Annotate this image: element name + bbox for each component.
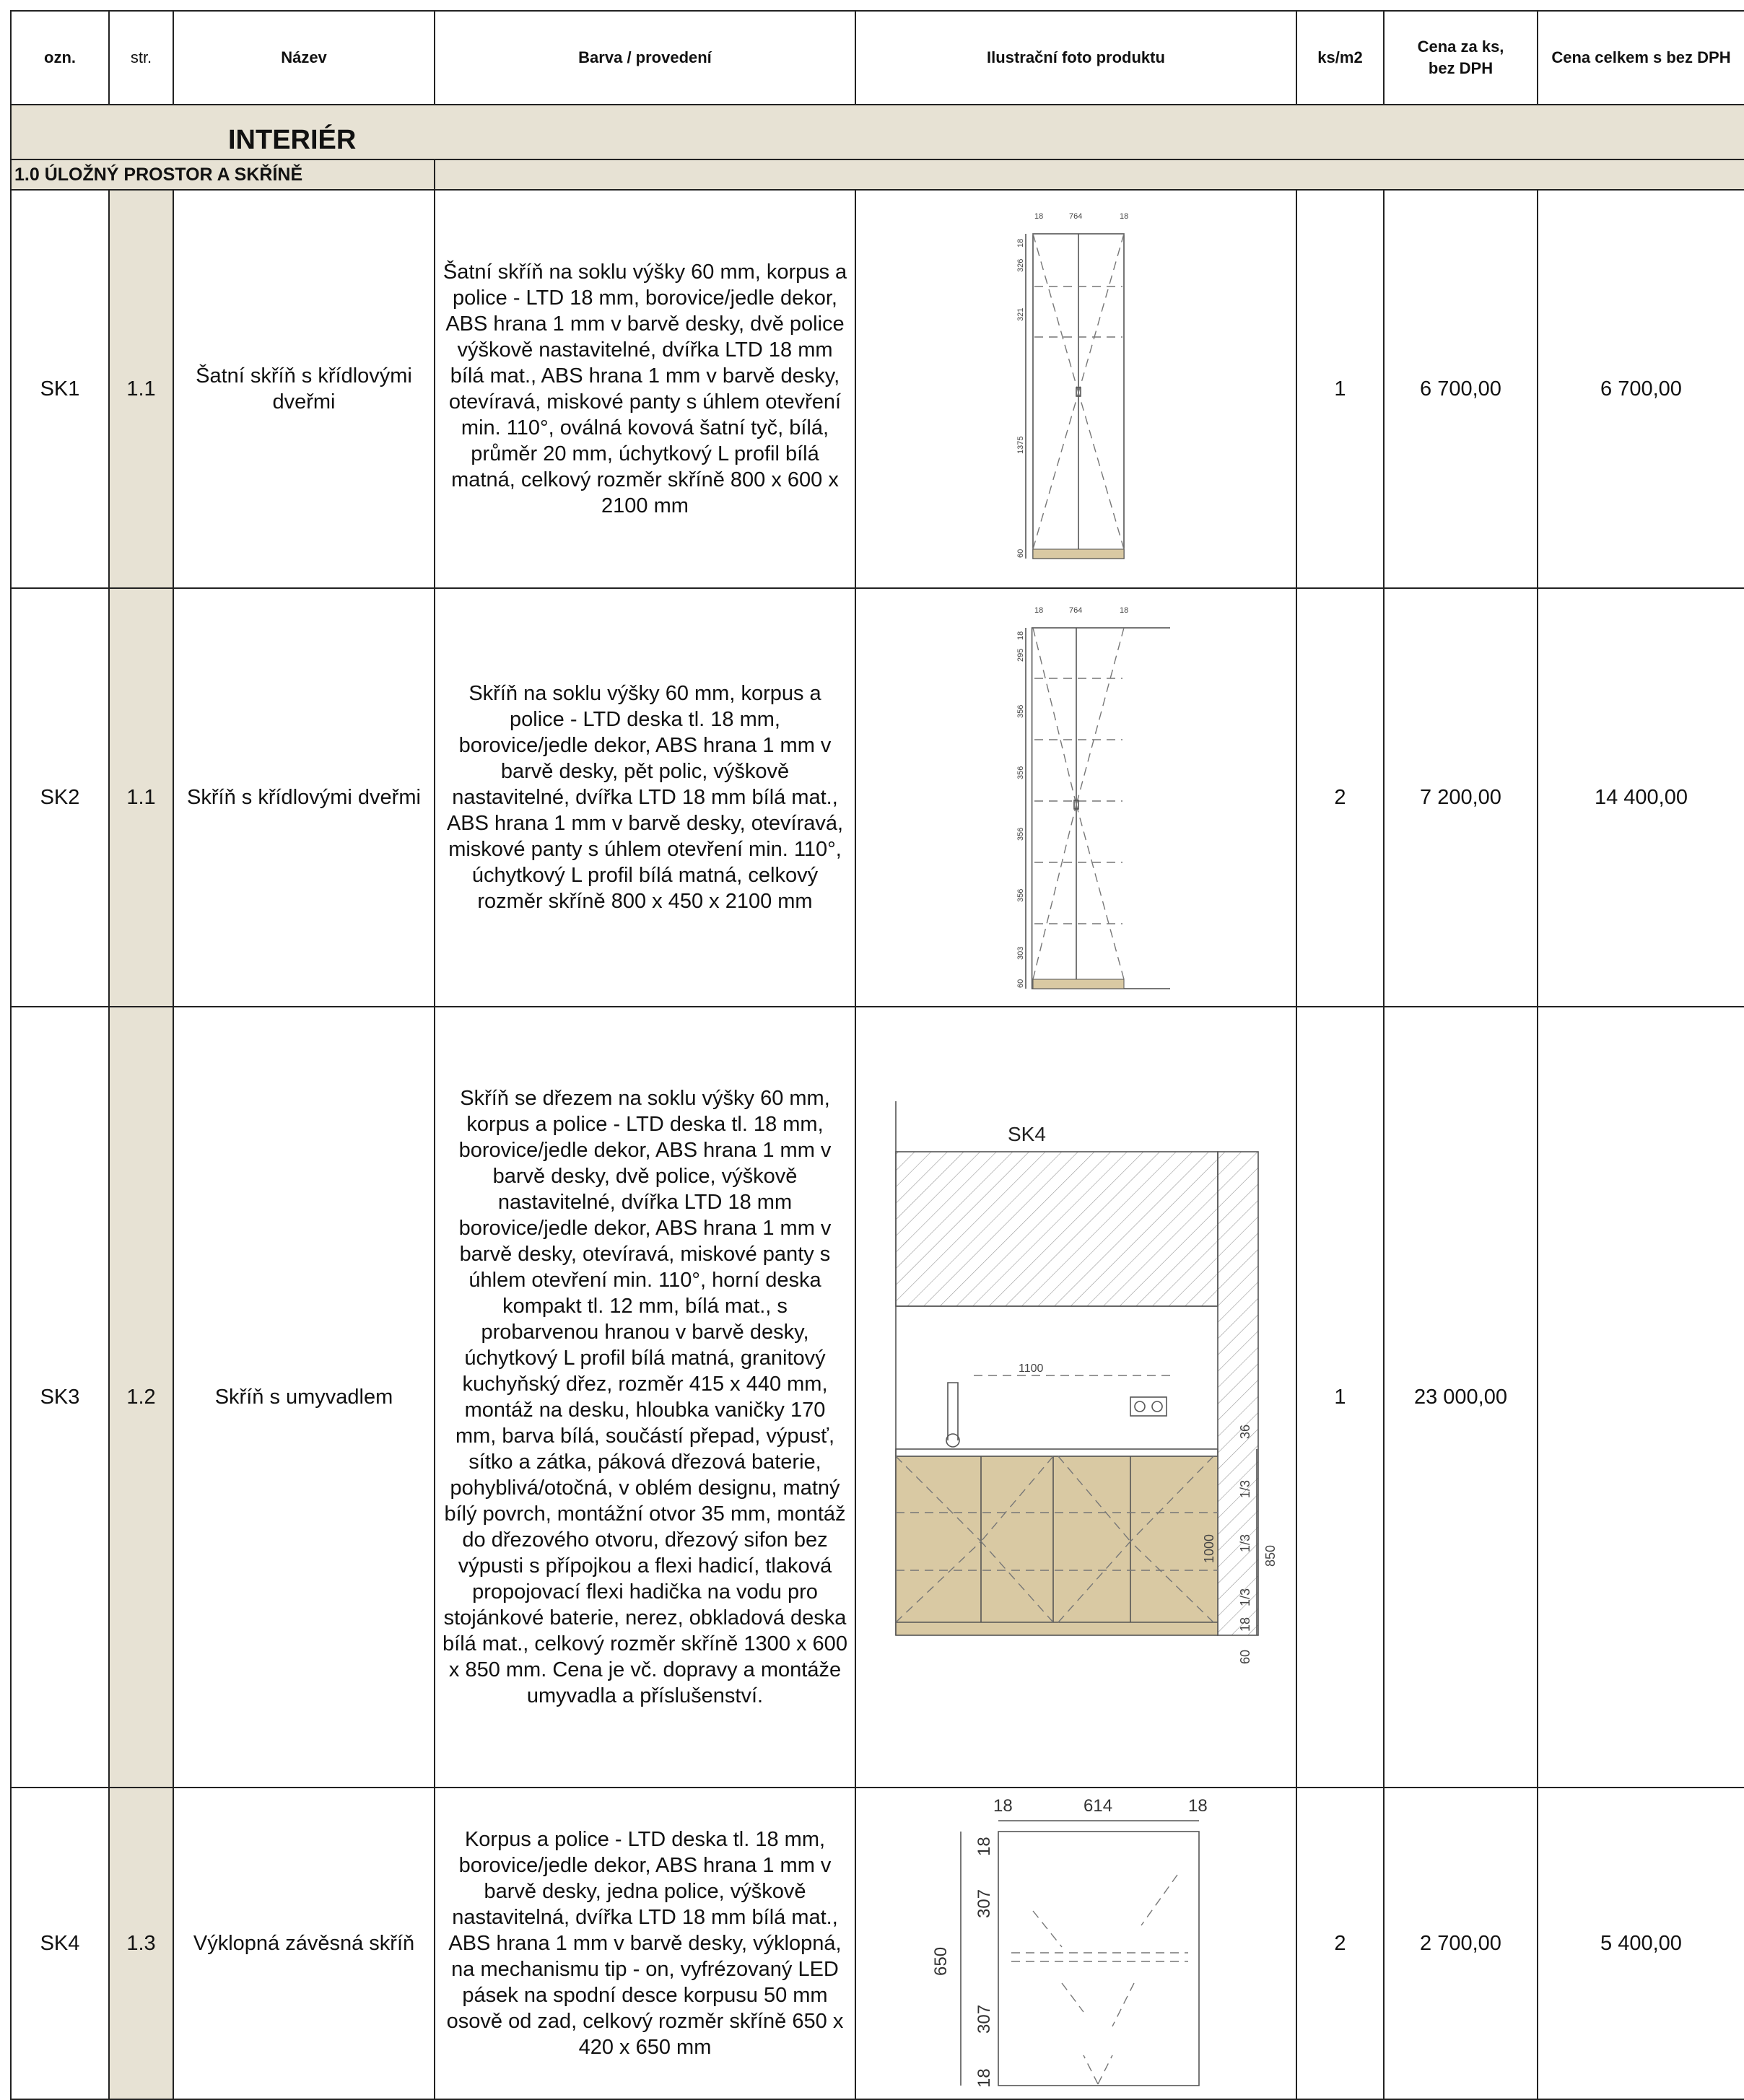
- wardrobe-drawing: [982, 209, 1170, 569]
- table-row: [11, 1788, 1744, 2099]
- dim-60: 60: [1237, 1649, 1252, 1664]
- door-swing: [1033, 393, 1078, 549]
- col-header-cena-celkem: Cena celkem s bez DPH: [1538, 11, 1744, 105]
- col-header-foto: Ilustrační foto produktu: [855, 11, 1296, 105]
- socket: [1152, 1401, 1162, 1412]
- dim-v5: 60: [1016, 548, 1025, 558]
- row-name: Šatní skříň s křídlovými dveřmi: [173, 190, 435, 588]
- dim-18: 18: [1237, 1616, 1252, 1632]
- row-name: Výklopná závěsná skříň: [173, 1788, 435, 2099]
- flap-swing: [1112, 1983, 1134, 2026]
- row-code: SK1: [11, 190, 109, 588]
- row-total: 5 400,00: [1538, 1788, 1744, 2099]
- dim-top-right: 18: [1119, 606, 1128, 615]
- cena-ks-line1: Cena za ks,: [1417, 38, 1504, 56]
- dim-top-mid: 764: [1068, 606, 1082, 615]
- row-page: 1.1: [109, 190, 173, 588]
- section-title: INTERIÉR: [228, 125, 357, 155]
- dim-1000: 1000: [1201, 1534, 1216, 1563]
- header-row: [11, 11, 1744, 105]
- door-swing: [1033, 628, 1076, 805]
- row-unit-price: 23 000,00: [1384, 1007, 1538, 1788]
- row-qty: 1: [1296, 190, 1384, 588]
- upper-cabinet-label: SK4: [1007, 1123, 1046, 1145]
- col-header-str: str.: [109, 11, 173, 105]
- socket: [1135, 1401, 1145, 1412]
- col-header-ks: ks/m2: [1296, 11, 1384, 105]
- row-qty: 2: [1296, 588, 1384, 1007]
- dim-v4: 1375: [1016, 436, 1025, 454]
- row-unit-price: 2 700,00: [1384, 1788, 1538, 2099]
- dim-top-mid: 614: [1083, 1796, 1112, 1816]
- flap-swing: [1062, 1983, 1084, 2012]
- wall-cabinet-drawing: [903, 1795, 1250, 2091]
- dim-v3: 307: [974, 2004, 994, 2034]
- price-table: [10, 10, 1744, 2100]
- flap-swing: [1084, 2055, 1098, 2084]
- door-swing: [1076, 805, 1124, 979]
- door-swing: [1078, 393, 1124, 549]
- dim-850: 850: [1263, 1544, 1278, 1567]
- dim-third: 1/3: [1237, 1479, 1252, 1498]
- row-photo: [855, 1007, 1296, 1788]
- subsection-title: 1.0 ÚLOŽNÝ PROSTOR A SKŘÍNĚ: [11, 159, 435, 190]
- row-page: 1.2: [109, 1007, 173, 1788]
- col-header-nazev: Název: [173, 11, 435, 105]
- dim-v1: 18: [1016, 631, 1025, 640]
- subsection-row: [11, 159, 1744, 190]
- faucet: [948, 1383, 958, 1440]
- dim-v4: 356: [1016, 766, 1025, 779]
- socket-plate: [1130, 1397, 1167, 1416]
- dim-top-left: 18: [1034, 212, 1043, 221]
- flap-swing: [1033, 1911, 1062, 1947]
- dim-top-left: 18: [993, 1796, 1013, 1816]
- door-swing: [1076, 628, 1124, 805]
- door-swing: [1033, 234, 1078, 393]
- dim-top-right: 18: [1187, 1796, 1208, 1816]
- row-photo: [855, 588, 1296, 1007]
- row-name: Skříň s křídlovými dveřmi: [173, 588, 435, 1007]
- row-code: SK4: [11, 1788, 109, 2099]
- dim-v7: 303: [1016, 946, 1025, 960]
- row-page: 1.1: [109, 588, 173, 1007]
- cabinet-drawing: [982, 603, 1170, 992]
- row-photo: [855, 1788, 1296, 2099]
- dim-v2: 295: [1016, 648, 1025, 662]
- dim-third: 1/3: [1237, 1534, 1252, 1552]
- dim-1100: 1100: [1018, 1362, 1043, 1375]
- dim-total-height: 650: [930, 1946, 951, 1976]
- dim-v2: 307: [974, 1889, 994, 1918]
- upper-cabinet: [896, 1152, 1218, 1306]
- row-name: Skříň s umyvadlem: [173, 1007, 435, 1788]
- table-row: [11, 588, 1744, 1007]
- row-total: [1538, 1007, 1744, 1788]
- row-page: 1.3: [109, 1788, 173, 2099]
- row-code: SK3: [11, 1007, 109, 1788]
- door-swing: [1033, 805, 1076, 979]
- plinth: [1033, 979, 1124, 989]
- dim-v1: 18: [1016, 238, 1025, 248]
- col-header-barva: Barva / provedení: [435, 11, 855, 105]
- dim-v6: 356: [1016, 888, 1025, 902]
- door-swing: [1078, 234, 1124, 393]
- dim-top-left: 18: [1034, 606, 1043, 615]
- row-photo: [855, 190, 1296, 588]
- cabinet-body: [998, 1832, 1199, 2086]
- dim-top-mid: 764: [1068, 212, 1082, 221]
- dim-v1: 18: [974, 1837, 994, 1856]
- section-row: [11, 105, 1744, 159]
- dim-v5: 356: [1016, 827, 1025, 841]
- cabinet-body: [1032, 628, 1169, 989]
- dim-v4: 18: [974, 2068, 994, 2088]
- base-cabinet: [896, 1456, 1218, 1635]
- row-unit-price: 6 700,00: [1384, 190, 1538, 588]
- col-header-cena-ks: [1384, 11, 1538, 105]
- table-row: [11, 190, 1744, 588]
- row-description: Šatní skříň na soklu výšky 60 mm, korpus a police - LTD 18 mm, borovice/jedle dekor, ABS hrana 1 mm v barvě desky, dvě police výškově nastavitelné, dvířka LTD 18 mm bílá mat., ABS hrana 1 mm v barvě desky, otevíravá, miskové panty s úhlem otevření min. 110°, oválná kovová šatní tyč, bílá, průměr 20 mm, úchytkový L profil bílá matná, celkový rozměr skříně 800 x 600 x 2100 mm: [435, 190, 855, 588]
- row-qty: 2: [1296, 1788, 1384, 2099]
- dim-36: 36: [1237, 1424, 1252, 1439]
- row-qty: 1: [1296, 1007, 1384, 1788]
- row-code: SK2: [11, 588, 109, 1007]
- sink-cabinet-drawing: [867, 1101, 1286, 1693]
- table-row: [11, 1007, 1744, 1788]
- row-total: 6 700,00: [1538, 190, 1744, 588]
- dim-v3: 356: [1016, 704, 1025, 718]
- row-unit-price: 7 200,00: [1384, 588, 1538, 1007]
- side-wall: [1218, 1152, 1258, 1635]
- row-total: 14 400,00: [1538, 588, 1744, 1007]
- dim-v3: 321: [1016, 307, 1025, 321]
- row-description: Skříň na soklu výšky 60 mm, korpus a police - LTD deska tl. 18 mm, borovice/jedle dekor, ABS hrana 1 mm v barvě desky, pět polic, výškově nastavitelné, dvířka LTD 18 mm bílá mat., ABS hrana 1 mm v barvě desky, otevíravá, miskové panty s úhlem otevření min. 110°, úchytkový L profil bílá matná, celkový rozměr skříně 800 x 450 x 2100 mm: [435, 588, 855, 1007]
- flap-swing: [1141, 1875, 1177, 1925]
- dim-v8: 60: [1016, 979, 1025, 988]
- dim-third: 1/3: [1237, 1588, 1252, 1606]
- row-description: Skříň se dřezem na soklu výšky 60 mm, korpus a police - LTD deska tl. 18 mm, borovice/jedle dekor, ABS hrana 1 mm v barvě desky, dvě police, výškově nastavitelné, dvířka LTD 18 mm borovice/jedle dekor, ABS hrana 1 mm v barvě desky, otevíravá, miskové panty s úhlem otevření min. 110°, horní deska kompakt tl. 12 mm, bílá mat., s probarvenou hranou v barvě desky, úchytkový L profil bílá matná, granitový kuchyňský dřez, rozměr 415 x 440 mm, montáž na desku, hloubka vaničky 170 mm, barva bílá, součástí přepad, výpusť, sítko a zátka, páková dřezová baterie, pohyblivá/otočná, v oblém designu, matný bílý povrch, montážní otvor 35 mm, montáž do dřezového otvoru, dřezový sifon bez výpusti s přípojkou a flexi hadicí, tlaková propojovací flexi hadička na vodu pro stojánkové baterie, nerez, obkladová deska bílá mat., celkový rozměr skříně 1300 x 600 x 850 mm. Cena je vč. dopravy a montáže umyvadla a příslušenství.: [435, 1007, 855, 1788]
- row-description: Korpus a police - LTD deska tl. 18 mm, borovice/jedle dekor, ABS hrana 1 mm v barvě desky, jedna police, výškově nastavitelná, dvířka LTD 18 mm bílá mat., ABS hrana 1 mm v barvě desky, výklopná, na mechanismu tip - on, vyfrézovaný LED pásek na spodní desce korpusu 50 mm osově od zad, celkový rozměr skříně 650 x 420 x 650 mm: [435, 1788, 855, 2099]
- dim-top-right: 18: [1119, 212, 1128, 221]
- dim-v2: 326: [1016, 258, 1025, 272]
- section-cell: [11, 105, 1744, 159]
- subsection-filler: [435, 159, 1744, 190]
- countertop: [896, 1449, 1218, 1456]
- cena-ks-line2: bez DPH: [1428, 59, 1494, 77]
- plinth: [1033, 549, 1124, 559]
- flap-swing: [1098, 2055, 1112, 2084]
- col-header-ozn: ozn.: [11, 11, 109, 105]
